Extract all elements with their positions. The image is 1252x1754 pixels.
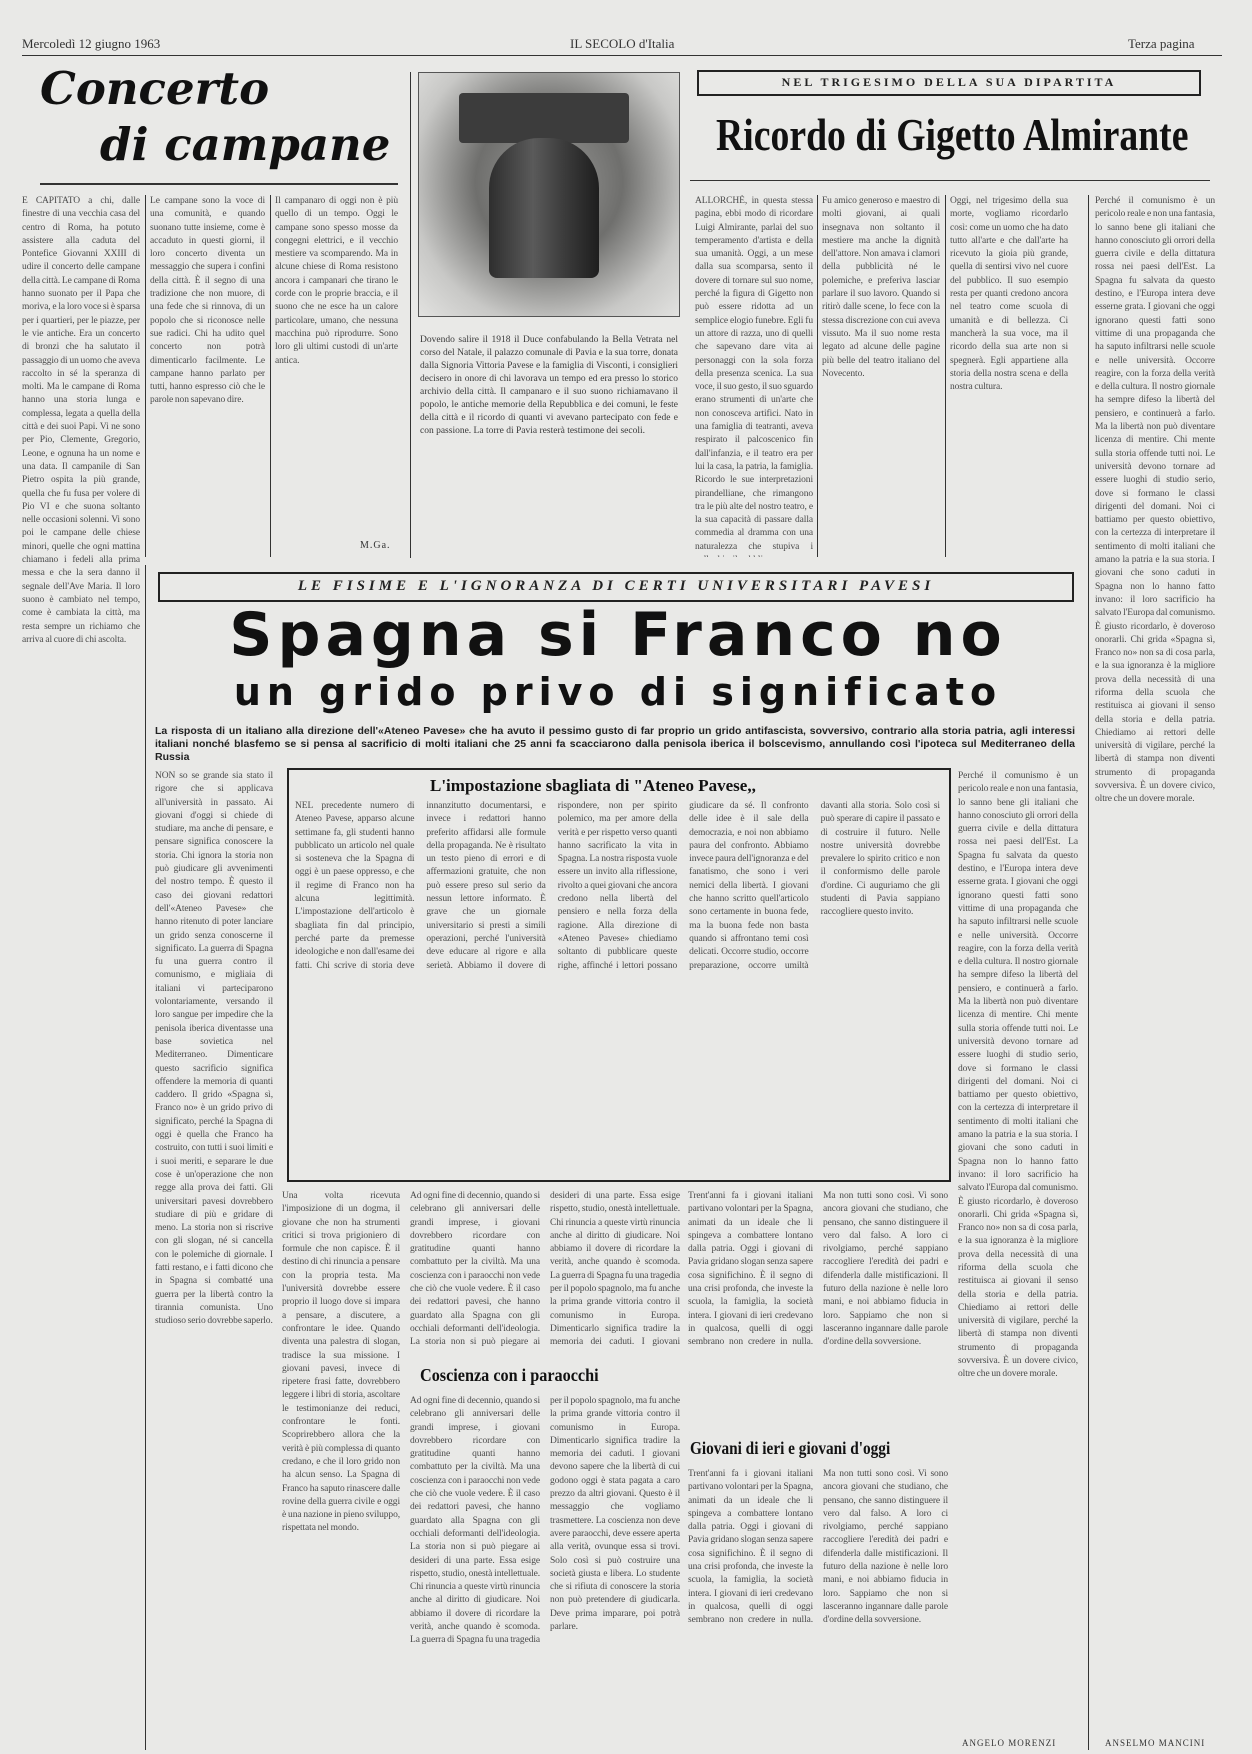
col-divider: [270, 195, 271, 557]
ateneo-box-title: L'impostazione sbagliata di "Ateneo Pavese,,: [430, 776, 756, 795]
masthead-rule: [22, 55, 1222, 56]
col-divider: [1088, 195, 1089, 1750]
ricordo-body-col2: Fu amico generoso e maestro di molti giovani, ai quali insegnava non soltanto il mestiere ma anche la dignità dell'attore. Non amava i clamori della pubblicità né le polemiche, e preferiva lasciar parlare il suo lavoro. Quando si ritirò dalle scene, lo fece con la stessa discrezione con cui aveva vissuto. Ma il suo nome resta legato ad alcune delle pagine più belle del teatro italiano del Novecento.: [822, 196, 940, 379]
spagna-right-col: Perché il comunismo è un pericolo reale e non una fantasia, lo sanno bene gli italiani che hanno conosciuto gli orrori della guerra civile e della dittatura rossa nei paesi dell'Est. La Spagna fu salvata da questo destino, e l'Europa intera deve esserne grata. I giovani che oggi ignorano questi fatti sono vittime di una propaganda che ha saputo infiltrarsi nelle scuole e nelle università. Occorre reagire, con la forza della verità e della cultura. Il nostro giornale ha sempre difeso la libertà del pensiero, e continuerà a farlo. Ma la libertà non può diventare licenza di mentire. Chi mente sulla storia offende tutti noi. Le università devono tornare ad essere luoghi di studio serio, dove si formano le classi dirigenti del domani. Noi ci battiamo per questo obiettivo, con la certezza di interpretare il sentimento di molti italiani che amano la patria e la sua storia. I giovani che sono caduti in Spagna non lo hanno fatto invano: il loro sacrificio ha salvato l'Europa dal comunismo. È giusto ricordarlo, è doveroso onorarli. Chi grida «Spagna sì, Franco no» non sa di cosa parla, e la sua ignoranza è la migliore prova della necessità di una riforma della scuola che restituisca ai giovani il senso della storia e della patria. Chiediamo ai rettori delle università di vigilare, perché la libertà di stampa non diventi strumento di propaganda sovversiva. È un dovere civico, oltre che un dovere morale.: [958, 771, 1078, 1380]
concerto-signature: M.Ga.: [360, 540, 391, 551]
ricordo-rule: [690, 180, 1210, 181]
bell-icon: [489, 138, 599, 278]
spagna-left-col: NON so se grande sia stato il rigore che si applicava all'università in passato. Ai giovani d'oggi si chiede di studiare, ma anche di pensare, e pensare significa conoscere la storia. Chi ignora la storia non può giudicare gli avvenimenti del nostro tempo. È questo il caso dei giovani redattori dell'«Ateneo Pavese» che hanno ritenuto di poter lanciare un grido senza conoscerne il significato. La guerra di Spagna fu una guerra contro il comunismo, e migliaia di italiani vi parteciparono volontariamente, versando il loro sangue per impedire che la penisola iberica diventasse una base sovietica nel Mediterraneo. Dimenticare questo sacrificio significa offendere la memoria di quanti caddero. Il grido «Spagna sì, Franco no» è un grido privo di significato, perché la Spagna di oggi è quella che Franco ha costruito, con tutti i suoi limiti e i suoi meriti, e separare le due cose è un'operazione che non regge alla prova dei fatti. Gli universitari pavesi dovrebbero studiare di più e gridare di meno. La storia non si riscrive con gli slogan, né si cancella con le polemiche di giornale. I fatti restano, e i fatti dicono che in Spagna si combatté una guerra per la libertà contro la tirannia comunista. Uno studioso serio dovrebbe saperlo.: [155, 771, 273, 1327]
spagna-left-col2: Una volta ricevuta l'imposizione di un dogma, il giovane che non ha strumenti critici si trova prigioniero di formule che non capisce. È il destino di chi rinuncia a pensare con la propria testa. Ma l'università dovrebbe essere proprio il luogo dove si impara a pensare, a discutere, a confrontare le idee. Quando diventa una palestra di slogan, tradisce la sua missione. I giovani pavesi, invece di ripetere frasi fatte, dovrebbero leggere i libri di storia, ascoltare le testimonianze dei reduci, confrontare le fonti. Scoprirebbero allora che la verità è più complessa di quanto credano, e che il loro grido non ha alcun senso. La Spagna di Franco ha saputo rinascere dalle rovine della guerra civile e oggi è una nazione in pieno sviluppo, rispettata nel mondo.: [282, 1191, 400, 1534]
giovani-title: Giovani di ieri e giovani d'oggi: [690, 1438, 891, 1458]
ricordo-kicker: NEL TRIGESIMO DELLA SUA DIPARTITA: [781, 75, 1117, 89]
concerto-title-rule: [40, 183, 398, 185]
bell-yoke-shape: [459, 93, 629, 143]
concerto-title-line1: Concerto: [40, 62, 270, 115]
col-divider: [817, 195, 818, 557]
coscienza-title: Coscienza con i paraocchi: [420, 1365, 599, 1385]
bell-photo: [418, 72, 680, 317]
coscienza-body: Ad ogni fine di decennio, quando si celebrano gli anniversari delle grandi imprese, i giovani dovrebbero ricordare con gratitudine quanti hanno combattuto per la civiltà. Ma una coscienza con i paraocchi non vede che ciò che vuole vedere. È il caso dei redattori pavesi, che hanno guardato alla Spagna con gli occhiali deformanti dell'ideologia. La storia non si può piegare ai desideri di una parte. Essa esige rispetto, studio, onestà intellettuale. Chi rinuncia a queste virtù rinuncia anche al diritto di giudicare. Noi abbiamo il dovere di ricordare la verità, anche quando è scomoda. La guerra di Spagna fu una tragedia per il popolo spagnolo, ma fu anche la prima grande vittoria contro il comunismo in Europa. Dimenticarlo significa tradire la memoria dei caduti. I giovani devono sapere che la libertà di cui godono oggi è stata pagata a caro prezzo da altri giovani. Questo è il messaggio che vogliamo trasmettere. La coscienza non deve avere paraocchi, deve essere aperta alla verità, ovunque essa si trovi. Solo così si può costruire una società giusta e libera. Lo studente che si rifiuta di conoscere la storia non può pretendere di giudicarla. Deve prima imparare, poi potrà parlare.: [410, 1396, 680, 1646]
ricordo-body-col1: ALLORCHÈ, in questa stessa pagina, ebbi modo di ricordare Luigi Almirante, parlai del suo temperamento d'artista e della sua umanità. Oggi, a un mese dalla sua scomparsa, sento il dovere di tornare sul suo nome, perché la figura di Gigetto non può essere ridotta ad un semplice elogio funebre. Egli fu un attore di razza, uno di quelli che sapevano dare vita ai personaggi con la sola forza della presenza scenica. La sua voce, il suo gesto, il suo sguardo erano strumenti di un'arte che non conosceva artifici. Nato in una famiglia di teatranti, aveva respirato il palcoscenico fin dall'infanzia, e il teatro era per lui la casa, la patria, la famiglia. Ricordo le sue interpretazioni pirandelliane, che rimangono tra le più alte del nostro teatro, e la sua capacità di passare dalla commedia al dramma con una naturalezza che stupiva i: [695, 196, 813, 552]
page-label: Terza pagina: [1128, 36, 1195, 51]
spagna-title-line1: Spagna si Franco no: [229, 600, 1007, 670]
col-divider: [410, 72, 411, 558]
signature-left: ANGELO MORENZI: [962, 1738, 1057, 1748]
spagna-kicker: LE FISIME E L'IGNORANZA DI CERTI UNIVERSITARI PAVESI: [297, 578, 935, 594]
photo-caption: Dovendo salire il 1918 il Duce confabulando la Bella Vetrata nel corso del Natale, il palazzo comunale di Pavia e la sua torre, donata dalla Signoria Vittoria Pavese e la famiglia di Visconti, i consiglieri decisero in onore di chi lavorava un tempo ed era presso lo storico archivio della città. Il campanaro e il suo suono richiamavano il popolo, le antiche memorie della Repubblica e dei comuni, le feste della città e il ricordo di quanti vi avevano partecipato con fede e con passione. La torre di Pavia resterà testimone dei secoli.: [420, 335, 678, 436]
concerto-body-col2: Le campane sono la voce di una comunità, e quando suonano tutte insieme, come è accaduto in questi giorni, il loro concerto diventa un messaggio che supera i confini della città. È il segno di una tradizione che non muore, di una fede che si rinnova, di un popolo che si riconosce nelle sue radici. Chi ha udito quel concerto non potrà dimenticarlo facilmente. Le campane hanno parlato per tutti, hanno espresso ciò che le parole non sapevano dire.: [150, 196, 265, 406]
concerto-body-col1: E CAPITATO a chi, dalle finestre di una vecchia casa del centro di Roma, ha potuto assistere alla caduta del Pontefice Giovanni XXIII di udire il concerto delle campane della città. Le campane di Roma hanno suonato per il Papa che moriva, e la loro voce si è sparsa per i quartieri, per le piazze, per le vie antiche. Era un concerto di bronzi che ha salutato il passaggio di un uomo che aveva raccolto in sé la speranza di molti. Ma le campane di Roma hanno una storia lunga e complessa, legata a quella della città e dei suoi Papi. Vi ne sono per Pio, Clemente, Gregorio, Leone, e ognuna ha un nome e una data. Il campanile di San Pietro ospita la più grande, quella che fu fusa per volere di Pio VI e che suona soltanto nelle occasioni solenni. Vi sono poi le campane delle chiese minori, quelle che ogni mattina chiamano i fedeli alla prima messa e che la sera danno il segnale dell'Ave Maria. Il loro suono è cambiato nel tempo, come è cambiata la città, ma resta sempre un richiamo che arriva al cuore di chi ascolta.: [22, 196, 140, 645]
spagna-deck: La risposta di un italiano alla direzione dell'«Ateneo Pavese» che ha avuto il pessimo gusto di far proprio un grido antifascista, sovversivo, contrario alla storia patria, agli interessi italiani nonché blasfemo se si pensa al sacrificio di molti italiani che 25 anni fa scacciarono dalla penisola iberica il bolscevismo, annullando così l'ipoteca sul Mediterraneo della Russia: [155, 725, 1075, 763]
ricordo-body-col3: Oggi, nel trigesimo della sua morte, vogliamo ricordarlo così: come un uomo che ha dato tutto all'arte e che dall'arte ha ricevuto la gioia più grande, quella di sentirsi vivo nel cuore del pubblico. Il suo esempio resta per quanti credono ancora nel teatro come scuola di umanità e di bellezza. Ci mancherà la sua voce, ma il ricordo della sua arte non si spegnerà. Egli appartiene alla storia della nostra scena e della nostra cultura.: [950, 196, 1068, 393]
concerto-body-col3: Il campanaro di oggi non è più quello di un tempo. Oggi le campane sono spesso mosse da congegni elettrici, e il vecchio mestiere va scomparendo. Ma in alcune chiese di Roma resistono ancora i campanari che tirano le corde con le proprie braccia, e il suono che ne esce ha un calore particolare, umano, che nessuna macchina può riprodurre. Sono loro gli ultimi custodi di un'arte antica.: [275, 196, 398, 366]
concerto-title-line2: di campane: [100, 118, 391, 171]
ateneo-box-body: NEL precedente numero di Ateneo Pavese, apparso alcune settimane fa, gli studenti hanno pubblicato un articolo nel quale si sosteneva che la Spagna di oggi è un paese oppresso, e che il regime di Franco non ha alcuna legittimità. L'impostazione dell'articolo è sbagliata fin dal principio, perché parte da premesse ideologiche e non dall'esame dei fatti. Chi scrive di storia deve innanzitutto documentarsi, e invece i redattori hanno preferito affidarsi alle formule della propaganda. Ne è risultato un testo pieno di errori e di affermazioni gratuite, che non può essere preso sul serio da nessun lettore informato. È grave che un giornale universitario si presti a simili operazioni, perché l'università deve educare al rigore e alla serietà. Abbiamo il dovere di rispondere, non per spirito polemico, ma per amore della verità e per rispetto verso quanti hanno sacrificato la vita in Spagna. La nostra risposta vuole essere un invito alla riflessione, rivolto a quei giovani che ancora credono nella libertà del pensiero e nella forza della ragione. Alla direzione di «Ateneo Pavese» chiediamo soltanto di pubblicare queste righe, affinché i lettori possano giudicare da sé. Il confronto delle idee è il sale della democrazia, e noi non abbiamo paura del confronto. Abbiamo invece paura dell'ignoranza e del fanatismo, che sono i veri nemici della libertà. I giovani che hanno scritto quell'articolo sono certamente in buona fede, ma la buona fede non basta quando si affrontano temi così delicati. Occorre studio, occorre preparazione, occorre umiltà davanti alla storia. Solo così si può sperare di capire il passato e di costruire il futuro. Nelle nostre università dovrebbe prevalere lo spirito critico e non il conformismo delle parole d'ordine. Ci auguriamo che gli studenti di Pavia sappiano raccogliere questo invito.: [295, 801, 940, 971]
far-right-column: Perché il comunismo è un pericolo reale e non una fantasia, lo sanno bene gli italiani che hanno conosciuto gli orrori della guerra civile e della dittatura rossa nei paesi dell'Est. La Spagna fu salvata da questo destino, e l'Europa intera deve esserne grata. I giovani che oggi ignorano questi fatti sono vittime di una propaganda che ha saputo infiltrarsi nelle scuole e nelle università. Occorre reagire, con la forza della verità e della cultura. Il nostro giornale ha sempre difeso la libertà del pensiero, e continuerà a farlo. Ma la libertà non può diventare licenza di mentire. Chi mente sulla storia offende tutti noi. Le università devono tornare ad essere luoghi di studio serio, dove si formano le classi dirigenti del domani. Noi ci battiamo per questo obiettivo, con la certezza di interpretare il sentimento di molti italiani che amano la patria e la sua storia. I giovani che sono caduti in Spagna non lo hanno fatto invano: il loro sacrificio ha salvato l'Europa dal comunismo. È giusto ricordarlo, è doveroso onorarli. Chi grida «Spagna sì, Franco no» non sa di cosa parla, e la sua ignoranza è la migliore prova della necessità di una riforma della scuola che restituisca ai giovani il senso della storia e della patria. Chiediamo ai rettori delle università di vigilare, perché la libertà di stampa non diventi strumento di propaganda sovversiva. È un dovere civico, oltre che un dovere morale.: [1095, 196, 1215, 805]
ricordo-title: Ricordo di Gigetto Almirante: [716, 109, 1189, 160]
col-divider: [145, 565, 146, 1750]
col-divider: [145, 195, 146, 557]
newspaper-name: IL SECOLO d'Italia: [570, 36, 675, 51]
spagna-title-line2: un grido privo di significato: [233, 670, 1003, 714]
giovani-body-top: Trent'anni fa i giovani italiani partivano volontari per la Spagna, animati da un ideale che li spingeva a combattere lontano dalla patria. Oggi i giovani di Pavia gridano slogan senza sapere cosa significhino. È il segno di una crisi profonda, che investe la scuola, la famiglia, la società intera. I giovani di ieri credevano in qualcosa, quelli di oggi sembrano non credere in nulla. Ma non tutti sono così. Vi sono ancora giovani che studiano, che pensano, che sanno distinguere il vero dal falso. A loro ci rivolgiamo, perché sappiano raccogliere l'eredità dei padri e difenderla dalle mistificazioni. Il futuro della nazione è nelle loro mani, e noi abbiamo fiducia in loro. Sappiamo che non si lasceranno ingannare dalle parole d'ordine della sovversione.: [688, 1191, 948, 1348]
signature-right: ANSELMO MANCINI: [1105, 1738, 1206, 1748]
issue-date: Mercoledì 12 giugno 1963: [22, 36, 161, 51]
giovani-body: Trent'anni fa i giovani italiani partivano volontari per la Spagna, animati da un ideale che li spingeva a combattere lontano dalla patria. Oggi i giovani di Pavia gridano slogan senza sapere cosa significhino. È il segno di una crisi profonda, che investe la scuola, la famiglia, la società intera. I giovani di ieri credevano in qualcosa, quelli di oggi sembrano non credere in nulla. Ma non tutti sono così. Vi sono ancora giovani che studiano, che pensano, che sanno distinguere il vero dal falso. A loro ci rivolgiamo, perché sappiano raccogliere l'eredità dei padri e difenderla dalle mistificazioni. Il futuro della nazione è nelle loro mani, e noi abbiamo fiducia in loro. Sappiamo che non si lasceranno ingannare dalle parole d'ordine della sovversione.: [688, 1469, 948, 1626]
coscienza-body-top: Ad ogni fine di decennio, quando si celebrano gli anniversari delle grandi imprese, i giovani dovrebbero ricordare con gratitudine quanti hanno combattuto per la civiltà. Ma una coscienza con i paraocchi non vede che ciò che vuole vedere. È il caso dei redattori pavesi, che hanno guardato alla Spagna con gli occhiali deformanti dell'ideologia. La storia non si può piegare ai desideri di una parte. Essa esige rispetto, studio, onestà intellettuale. Chi rinuncia a queste virtù rinuncia anche al diritto di giudicare. Noi abbiamo il dovere di ricordare la verità, anche quando è scomoda. La guerra di Spagna fu una tragedia per il popolo spagnolo, ma fu anche la prima grande vittoria contro il comunismo in Europa. Dimenticarlo significa tradire la memoria dei caduti. I giovani: [410, 1191, 680, 1348]
col-divider: [945, 195, 946, 557]
